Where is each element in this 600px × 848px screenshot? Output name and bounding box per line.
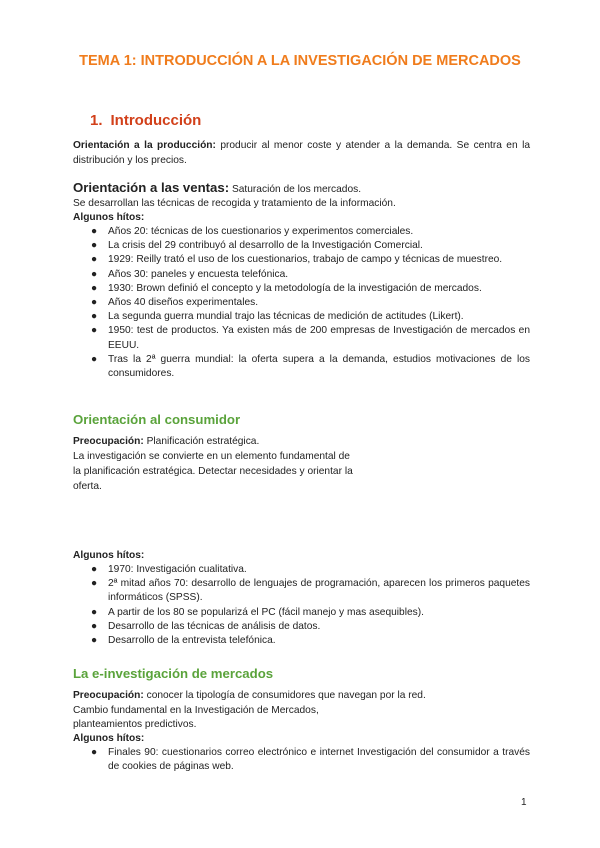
ventas-hitos-label: Algunos hítos: — [73, 212, 145, 223]
section-heading — [90, 112, 201, 129]
einvestigacion-hitos-list — [73, 746, 530, 774]
einvestigacion-preocupacion-text: conocer la tipología de consumidores que navegan por la red. — [143, 690, 426, 701]
list-item: ● Desarrollo de las técnicas de análisis de datos. — [91, 620, 321, 632]
einvestigacion-line: planteamientos predictivos. — [73, 719, 197, 730]
ventas-hitos-list — [73, 225, 530, 381]
einvestigacion-heading: La e-investigación de mercados — [73, 666, 274, 681]
produccion-label: Orientación a la producción: — [73, 140, 216, 151]
consumidor-preocupacion-text: Planificación estratégica. — [143, 436, 260, 447]
list-item: ● Años 20: técnicas de los cuestionarios y experimentos comerciales. — [91, 226, 414, 237]
list-item: ● 1930: Brown definió el concepto y la metodología de la investigación de mercados. — [91, 282, 482, 294]
einvestigacion-hitos-label: Algunos hítos: — [73, 733, 145, 744]
consumidor-line: La investigación se convierte en un elemento fundamental de — [73, 451, 350, 462]
consumidor-line: la planificación estratégica. Detectar necesidades y orientar la — [73, 466, 353, 477]
list-item: ● A partir de los 80 se popularizá el PC (fácil manejo y mas asequibles). — [91, 606, 424, 618]
list-item: ● La crisis del 29 contribuyó al desarrollo de la Investigación Comercial. — [91, 240, 423, 252]
consumidor-hitos-label: Algunos hítos: — [73, 550, 145, 561]
page-number: 1 — [521, 797, 527, 808]
list-item: ● Años 40 diseños experimentales. — [91, 297, 259, 309]
list-item: ● 1950: test de productos. Ya existen más de 200 empresas de Investigación de mercados en EEUU. — [91, 325, 530, 351]
produccion-text: producir al menor coste y atender a la demanda. Se centra en la distribución y los precios. — [73, 140, 530, 166]
list-item: ● 1929: Reilly trató el uso de los cuestionarios, trabajo de campo y técnicas de muestreo. — [91, 254, 503, 266]
ventas-text: Saturación de los mercados. — [229, 184, 362, 195]
ventas-label: Orientación a las ventas: — [73, 180, 230, 195]
consumidor-line: oferta. — [73, 481, 102, 492]
produccion-paragraph — [73, 138, 530, 168]
section-label: Introducción — [110, 112, 202, 129]
list-item: ● Años 30: paneles y encuesta telefónica. — [91, 268, 289, 280]
einvestigacion-line: Cambio fundamental en la Investigación de Mercados, — [73, 705, 319, 716]
page-title: TEMA 1: INTRODUCCIÓN A LA INVESTIGACIÓN DE MERCADOS — [79, 53, 521, 69]
consumidor-hitos-list — [73, 563, 530, 648]
consumidor-preocupacion — [73, 434, 530, 449]
ventas-paragraph — [73, 180, 530, 197]
list-item: ● 1970: Investigación cualitativa. — [91, 564, 247, 575]
list-item: ● Tras la 2ª guerra mundial: la oferta supera a la demanda, estudios motivaciones de los consumidores. — [91, 353, 530, 380]
list-item: ● La segunda guerra mundial trajo las técnicas de medición de actitudes (Likert). — [91, 311, 464, 323]
list-item: ● Finales 90: cuestionarios correo electrónico e internet Investigación del consumidor a través de cookies de páginas web. — [91, 747, 530, 773]
section-number: 1. — [90, 112, 103, 129]
einvestigacion-preocupacion-label: Preocupación: — [73, 690, 144, 701]
list-item: ● Desarrollo de la entrevista telefónica. — [91, 635, 276, 647]
consumidor-heading: Orientación al consumidor — [73, 412, 241, 427]
einvestigacion-preocupacion — [73, 688, 530, 703]
consumidor-preocupacion-label: Preocupación: — [73, 436, 144, 447]
ventas-line2: Se desarrollan las técnicas de recogida y tratamiento de la información. — [73, 198, 396, 209]
list-item: ● 2ª mitad años 70: desarrollo de lenguajes de programación, aparecen los primeros paquetes informáticos (SPSS). — [91, 578, 530, 604]
